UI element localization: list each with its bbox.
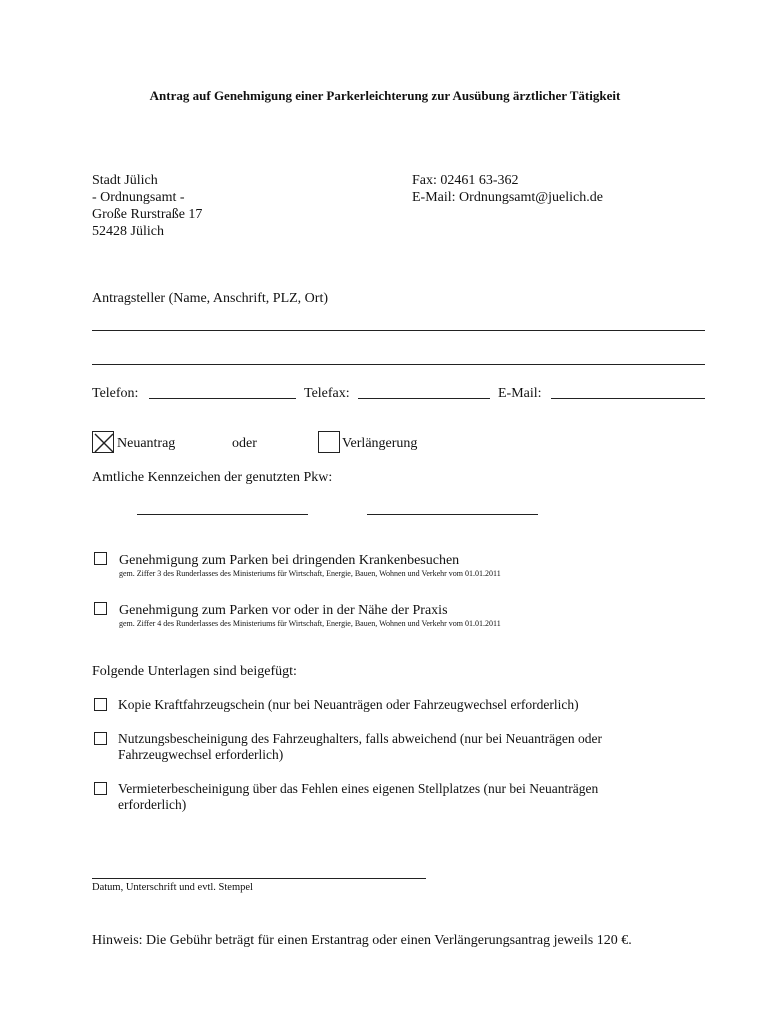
applicant-line-1[interactable]	[92, 330, 705, 331]
attachment-nutzung-label: Nutzungsbescheinigung des Fahrzeughalters, falls abweichend (nur bei Neuanträgen oder	[118, 731, 602, 746]
applicant-line-2[interactable]	[92, 364, 705, 365]
permit-krankenbesuche-note: gem. Ziffer 3 des Runderlasses des Ministeriums für Wirtschaft, Energie, Bauen, Wohnen und Verkehr vom 01.01.2011	[119, 569, 501, 578]
verlaengerung-checkbox[interactable]	[318, 431, 340, 453]
attachment-nutzung-checkbox[interactable]	[94, 732, 107, 745]
attachment-nutzung-label-cont: Fahrzeugwechsel erforderlich)	[118, 747, 284, 762]
authority-street: Große Rurstraße 17	[92, 207, 203, 222]
permit-krankenbesuche-label: Genehmigung zum Parken bei dringenden Krankenbesuchen	[119, 553, 460, 568]
authority-email: E-Mail: Ordnungsamt@juelich.de	[412, 190, 603, 205]
telefon-field[interactable]	[149, 398, 296, 399]
verlaengerung-label: Verlängerung	[342, 436, 418, 451]
attachment-vermieter-label: Vermieterbescheinigung über das Fehlen eines eigenen Stellplatzes (nur bei Neuanträgen	[118, 781, 599, 796]
neuantrag-label: Neuantrag	[117, 436, 176, 451]
checkmark-x-icon	[93, 432, 115, 454]
plate-field-2[interactable]	[367, 514, 538, 515]
authority-department: - Ordnungsamt -	[92, 190, 185, 205]
fee-hint: Hinweis: Die Gebühr beträgt für einen Erstantrag oder einen Verlängerungsantrag jeweils 120 €.	[92, 933, 632, 948]
attachment-vermieter-label-cont: erforderlich)	[118, 797, 187, 812]
permit-praxis-label: Genehmigung zum Parken vor oder in der Nähe der Praxis	[119, 603, 448, 618]
email-label: E-Mail:	[498, 386, 542, 401]
signature-label: Datum, Unterschrift und evtl. Stempel	[92, 882, 253, 893]
attachment-kfz-schein-checkbox[interactable]	[94, 698, 107, 711]
permit-krankenbesuche-checkbox[interactable]	[94, 552, 107, 565]
permit-praxis-checkbox[interactable]	[94, 602, 107, 615]
email-field[interactable]	[551, 398, 705, 399]
telefon-label: Telefon:	[92, 386, 139, 401]
attachment-vermieter-checkbox[interactable]	[94, 782, 107, 795]
plate-field-1[interactable]	[137, 514, 308, 515]
oder-label: oder	[232, 436, 257, 451]
telefax-label: Telefax:	[304, 386, 350, 401]
telefax-field[interactable]	[358, 398, 490, 399]
attachments-heading: Folgende Unterlagen sind beigefügt:	[92, 664, 297, 679]
authority-city: 52428 Jülich	[92, 224, 164, 239]
neuantrag-checkbox[interactable]	[92, 431, 114, 453]
form-title: Antrag auf Genehmigung einer Parkerleichterung zur Ausübung ärztlicher Tätigkeit	[149, 88, 621, 103]
applicant-label: Antragsteller (Name, Anschrift, PLZ, Ort)	[92, 291, 328, 306]
attachment-kfz-schein-label: Kopie Kraftfahrzeugschein (nur bei Neuanträgen oder Fahrzeugwechsel erforderlich)	[118, 697, 579, 712]
plates-label: Amtliche Kennzeichen der genutzten Pkw:	[92, 470, 333, 485]
authority-fax: Fax: 02461 63-362	[412, 173, 519, 188]
permit-praxis-note: gem. Ziffer 4 des Runderlasses des Ministeriums für Wirtschaft, Energie, Bauen, Wohnen und Verkehr vom 01.01.2011	[119, 619, 501, 628]
signature-line[interactable]	[92, 878, 426, 879]
authority-name: Stadt Jülich	[92, 173, 158, 188]
